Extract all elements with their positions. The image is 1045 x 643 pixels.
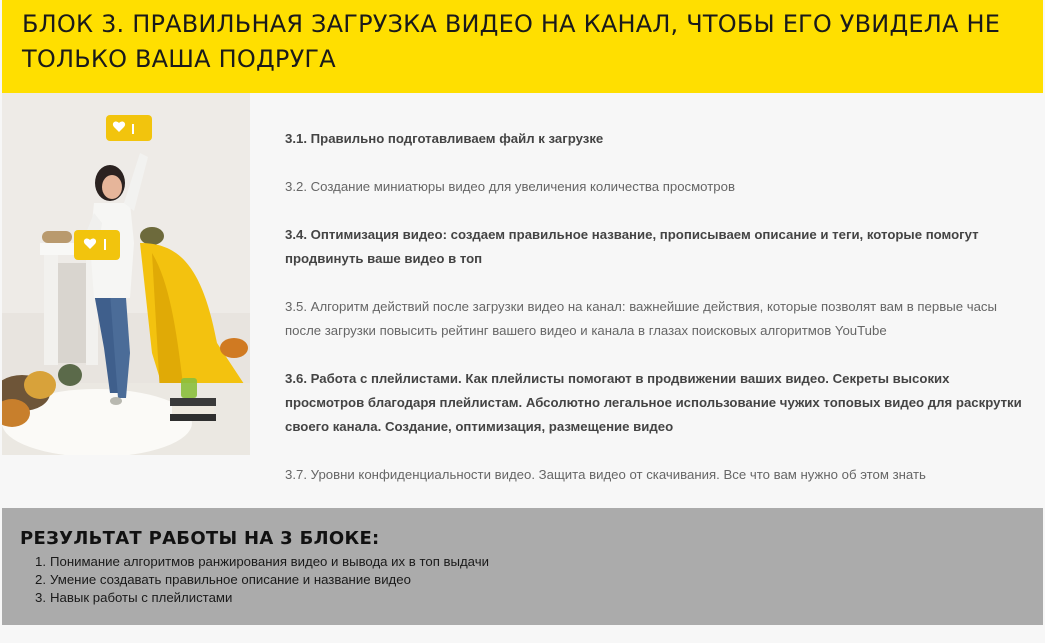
result-item-text: Навык работы с плейлистами — [50, 590, 233, 605]
result-item-number: 2. — [35, 572, 46, 587]
presenter-photo — [2, 93, 250, 455]
result-list — [35, 553, 489, 607]
result-item-text: Умение создавать правильное описание и название видео — [50, 572, 411, 587]
result-item-number: 1. — [35, 554, 46, 569]
lesson-item: 3.5. Алгоритм действий после загрузки видео на канал: важнейшие действия, которые позволят вам в первые часы после загрузки повысить рейтинг вашего видео и канала в глазах поисковых алгоритмов YouTube — [285, 299, 997, 338]
result-item — [35, 589, 489, 607]
block-title: БЛОК 3. ПРАВИЛЬНАЯ ЗАГРУЗКА ВИДЕО НА КАНАЛ, ЧТОБЫ ЕГО УВИДЕЛА НЕ ТОЛЬКО ВАША ПОДРУГА — [22, 10, 1001, 73]
lesson-item: 3.6. Работа с плейлистами. Как плейлисты помогают в продвижении ваших видео. Секреты высоких просмотров благодаря плейлистам. Абсолютно легальное использование чужих топовых видео для раскрутки своего канала. Создание, оптимизация, размещение видео — [285, 371, 1022, 434]
result-item — [35, 553, 489, 571]
result-title: РЕЗУЛЬТАТ РАБОТЫ НА 3 БЛОКЕ: — [20, 528, 380, 549]
result-section — [2, 508, 1043, 625]
result-item — [35, 571, 489, 589]
lesson-list — [285, 127, 1025, 511]
result-item-text: Понимание алгоритмов ранжирования видео и вывода их в топ выдачи — [50, 554, 489, 569]
lesson-item: 3.7. Уровни конфиденциальности видео. Защита видео от скачивания. Все что вам нужно об этом знать — [285, 467, 926, 482]
block-content — [2, 93, 1043, 508]
lesson-item: 3.2. Создание миниатюры видео для увеличения количества просмотров — [285, 179, 735, 194]
lesson-item: 3.1. Правильно подготавливаем файл к загрузке — [285, 131, 604, 146]
result-item-number: 3. — [35, 590, 46, 605]
block-header — [2, 0, 1043, 93]
lesson-item: 3.4. Оптимизация видео: создаем правильное название, прописываем описание и теги, которые помогут продвинуть ваше видео в топ — [285, 227, 979, 266]
